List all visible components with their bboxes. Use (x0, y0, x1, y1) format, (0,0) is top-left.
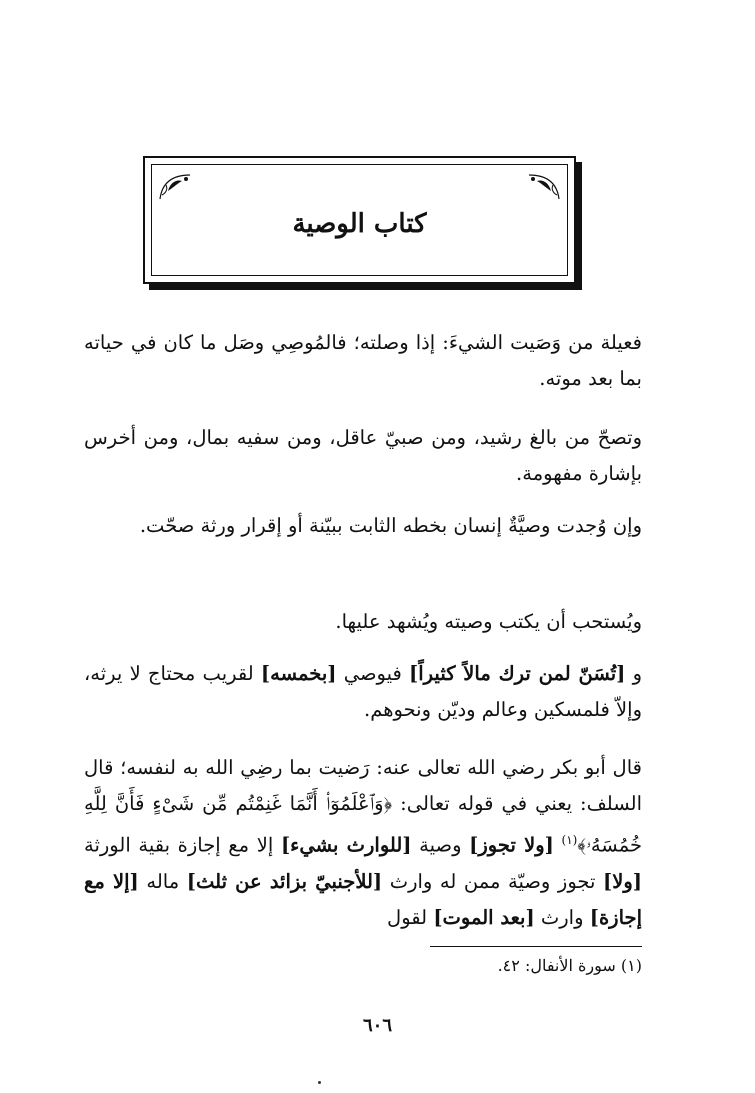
p6-text: إلا مع إجازة بقية الورثة (84, 833, 274, 857)
paragraph-recommendation: ويُستحب أن يكتب وصيته ويُشهد عليها. (335, 610, 642, 633)
p5-bracket: [بخمسه] (260, 662, 337, 685)
quran-verse: ﴿وَٱعْلَمُوٓا۟ أَنَّمَا غَنِمْتُم مِّن شَىْءٍ فَأَنَّ لِلَّهِ خُمُسَهُۥ﴾ (84, 792, 643, 857)
footnote-ref: (١) (561, 833, 578, 847)
p6-bracket: [للأجنبيّ بزائد عن ثلث] (186, 869, 383, 893)
p6-text: وصية (419, 833, 462, 857)
paragraph-definition: فعيلة من وَصَيت الشيءَ: إذا وصلته؛ فالمُوصِي وصَل ما كان في حياته بما بعد موته. (84, 331, 642, 390)
footnote-separator (430, 946, 642, 947)
paragraph-fifth (84, 656, 642, 728)
chapter-title-inner-border (151, 164, 568, 276)
p5-text: لقريب محتاج لا يرثه، وإلاّ فلمسكين وعالم وديّن ونحوهم. (84, 662, 642, 721)
p6-bracket: [ولا] (603, 869, 643, 893)
p6-text: لقول (387, 905, 428, 929)
p6-bracket: [ولا تجوز] (469, 833, 554, 857)
paragraph-written-will: وإن وُجدت وصيَّةٌ إنسان بخطه الثابت ببيّنة أو إقرار ورثة صحّت. (139, 514, 642, 537)
chapter-title: كتاب الوصية (292, 209, 427, 239)
p6-text: ماله (146, 869, 180, 893)
paragraph-abu-bakr (84, 750, 642, 936)
chapter-title-frame (143, 156, 576, 284)
scan-speck (318, 1081, 321, 1084)
corner-ornament-icon (525, 169, 563, 203)
corner-ornament-icon (156, 169, 194, 203)
page-number: ٦٠٦ (362, 1015, 392, 1036)
p6-bracket: [إلا مع إجازة] (84, 869, 642, 929)
p6-bracket: [للوارث بشيء] (280, 833, 412, 857)
p5-bracket: [تُسَنّ لمن ترك مالاً كثيراً] (409, 662, 626, 685)
paragraph-validity: وتصحّ من بالغ رشيد، ومن صبيّ عاقل، ومن سفيه بمال، ومن أخرس بإشارة مفهومة. (84, 426, 642, 485)
p6-bracket: [بعد الموت] (433, 905, 535, 929)
footnote: (١) سورة الأنفال: ٤٢. (497, 956, 642, 975)
p6-text: تجوز وصيّة ممن له وارث (389, 869, 596, 893)
p5-text: و (632, 662, 643, 685)
p5-text: فيوصي (343, 662, 402, 685)
p6-text: وارث (540, 905, 584, 929)
p6-text: قال أبو بكر رضي الله تعالى عنه: رَضيت بما رضِي الله به لنفسه؛ قال السلف: يعني في قوله تعالى: (84, 756, 642, 815)
